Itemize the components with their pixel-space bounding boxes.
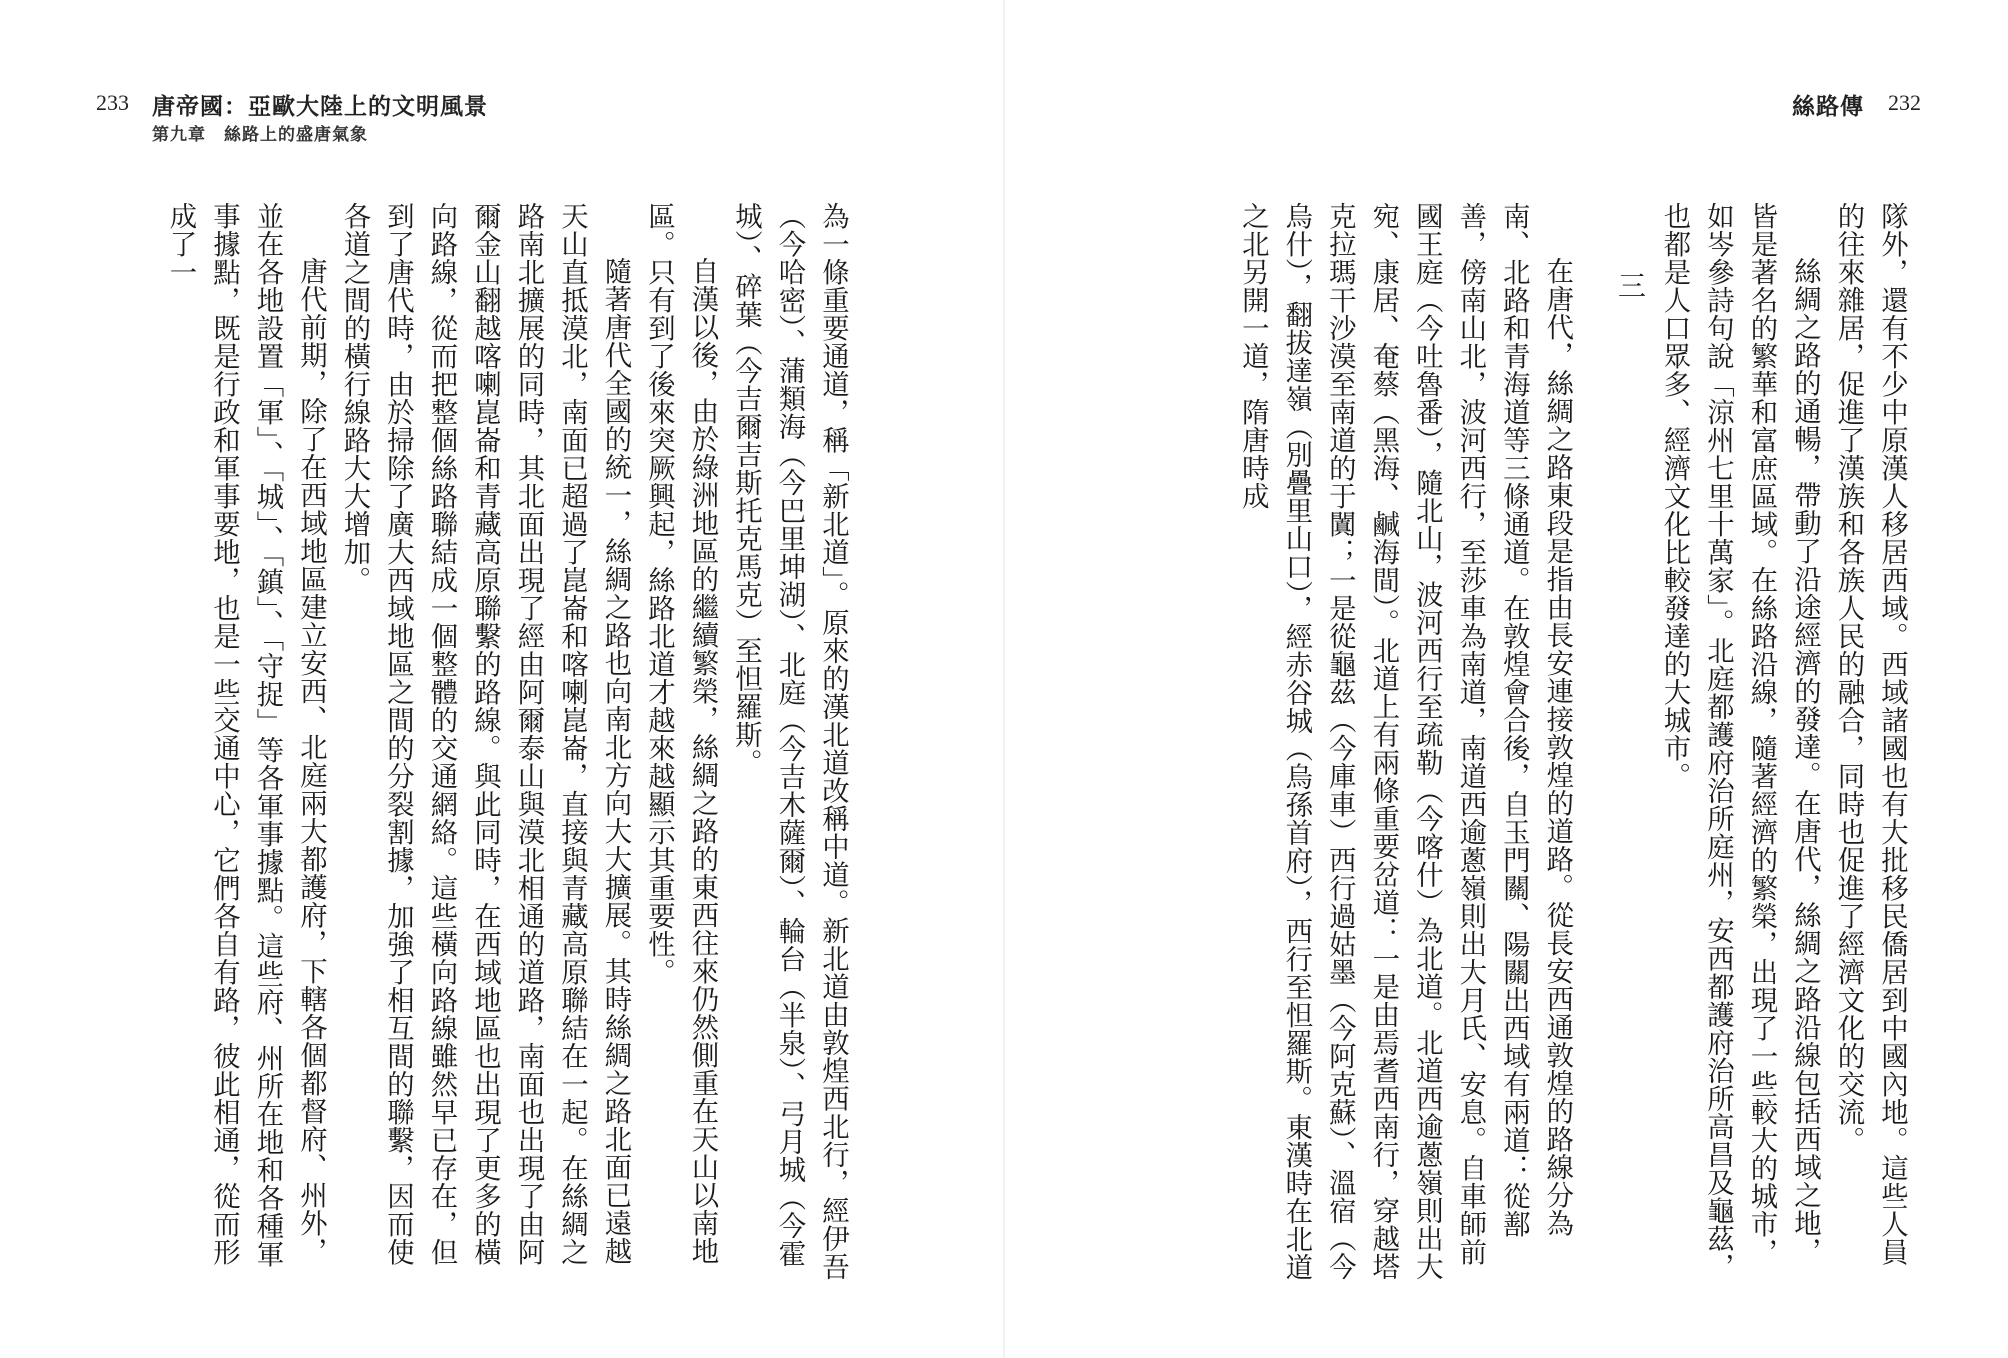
section-heading-wrapper (1609, 238, 1653, 1282)
paragraph: 為一條重要通道，稱「新北道」。原來的漢北道改稱中道。新北道由敦煌西北行，經伊吾（今哈密）、蒲類海（今巴里坤湖）、北庭（今吉木薩爾）、輪台（半泉）、弓月城（今霍城）、碎葉（今吉爾吉斯托克馬克）至怛羅斯。 (730, 202, 848, 1281)
body-text (158, 202, 854, 1282)
page-number: 232 (1888, 90, 1921, 115)
body-text (1230, 202, 1913, 1282)
right-page (1004, 0, 2008, 1358)
paragraph: 唐代前期，除了在西域地區建立安西、北庭兩大都護府，下轄各個都督府、州外，並在各地設置「軍」、「城」、「鎮」、「守捉」等各軍事據點。這些府、州所在地和各種軍事據點，既是行政和軍事要地，也是一些交通中心，它們各自有路，彼此相通，從而形成了一 (164, 202, 326, 1268)
section-heading: 三 (1614, 271, 1647, 300)
paragraph: 自漢以後，由於綠洲地區的繼續繁榮，絲綢之路的東西往來仍然側重在天山以南地區。只有到了後來突厥興起，絲路北道才越來越顯示其重要性。 (643, 202, 718, 1265)
running-head-book-title: 唐帝國：亞歐大陸上的文明風景 (152, 94, 488, 120)
running-head-book-title: 絲路傳 (1792, 94, 1864, 120)
page-number: 233 (96, 90, 129, 115)
paragraph: 絲綢之路的通暢，帶動了沿途經濟的發達。在唐代，絲綢之路沿線包括西域之地，皆是著名的繁華和富庶區域。在絲路沿線，隨著經濟的繁榮，出現了一些較大的城市，如岑參詩句說「涼州七里十萬家」。北庭都護府治所庭州，安西都護府治所高昌及龜茲，也都是人口眾多、經濟文化比較發達的大城市。 (1658, 202, 1820, 1281)
paragraph: 在唐代，絲綢之路東段是指由長安連接敦煌的道路。從長安西通敦煌的路線分為南、北路和青海道等三條通道。在敦煌會合後，自玉門關、陽關出西域有兩道：從鄯善，傍南山北，波河西行，至莎車為南道，南道西逾蔥嶺則出大月氏、安息。自車師前國王庭（今吐魯番），隨北山，波河西行至疏勒（今喀什）為北道。北道西逾蔥嶺則出大宛、康居、奄蔡（黑海、鹹海間）。北道上有兩條重要岔道：一是由焉耆西南行，穿越塔克拉瑪干沙漠至南道的于闐；一是從龜茲（今庫車）西行過姑墨（今阿克蘇）、溫宿（今烏什），翻拔達嶺（別疊里山口），經赤谷城（烏孫首府），西行至怛羅斯。東漢時在北道之北另開一道，隋唐時成 (1236, 202, 1573, 1281)
paragraph: 隊外，還有不少中原漢人移居西域。西域諸國也有大批移民僑居到中國內地。這些人員的往來雜居，促進了漢族和各族人民的融合，同時也促進了經濟文化的交流。 (1832, 202, 1907, 1266)
paragraph: 隨著唐代全國的統一，絲綢之路也向南北方向大大擴展。其時絲綢之路北面已遠越天山直抵漠北，南面已超過了崑崙和喀喇崑崙，直接與青藏高原聯結在一起。在絲綢之路南北擴展的同時，其北面出現了經由阿爾泰山與漠北相通的道路，南面也出現了由阿爾金山翻越喀喇崑崙和青藏高原聯繫的路線。與此同時，在西域地區也出現了更多的橫向路線，從而把整個絲路聯結成一個整體的交通網絡。這些橫向路線雖然早已存在，但到了唐代時，由於掃除了廣大西域地區之間的分裂割據，加強了相互間的聯繫，因而使各道之間的橫行線路大大增加。 (338, 202, 631, 1266)
running-head-chapter-title: 第九章 絲路上的盛唐氣象 (152, 125, 368, 145)
